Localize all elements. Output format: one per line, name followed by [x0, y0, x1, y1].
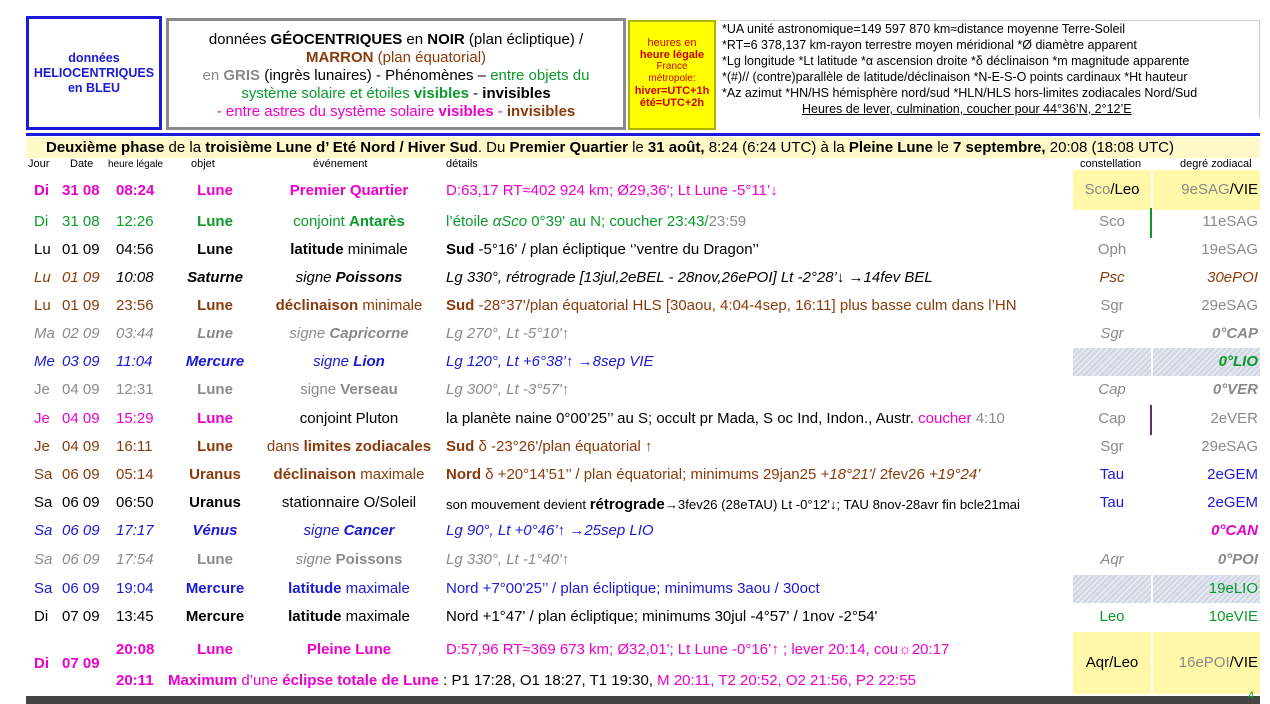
time-note: métropole: [648, 73, 696, 84]
row-date: 06 09 [62, 580, 100, 597]
row-event [258, 241, 440, 258]
row-event: stationnaire O/Soleil [281, 494, 417, 511]
footer-bar [26, 696, 1260, 704]
row-day: Di [34, 655, 49, 672]
eclipse-line [168, 672, 916, 689]
header-separator [26, 133, 1260, 136]
title-text: 20:08 (18:08 UTC) [1045, 139, 1174, 156]
table-row [26, 264, 1260, 292]
row-event [258, 269, 440, 286]
row-date: 01 09 [62, 241, 100, 258]
event-text: minimale [343, 241, 408, 258]
event-text: Lion [353, 353, 385, 370]
row-object: Lune [197, 325, 233, 342]
row-event [258, 580, 440, 597]
row-event [258, 325, 440, 342]
row-details [446, 297, 1017, 314]
row-day: Sa [34, 494, 53, 511]
zod-text: /VIE [1229, 181, 1258, 198]
row-object: Uranus [189, 494, 241, 511]
row-time: 11:04 [116, 353, 153, 370]
geo-text: entre objets du [490, 67, 590, 84]
time-note: hiver=UTC+1h [634, 85, 710, 97]
table-row [26, 461, 1260, 489]
row-object: Lune [197, 381, 233, 398]
row-details: Lg 270°, Lt -5°10'↑ [446, 325, 570, 342]
geo-text: données [208, 31, 271, 48]
row-date: 04 09 [62, 381, 100, 398]
row-time: 20:08 [116, 641, 155, 658]
abbreviations-legend [720, 20, 1260, 118]
row-date: 07 09 [62, 655, 100, 672]
row-time: 12:26 [116, 213, 154, 230]
row-object: Lune [197, 641, 233, 658]
row-details: Lg 330°, rétrograde [13jul,2eBEL - 28nov,26ePOI] Lt -2°28’↓ →14fev BEL [446, 269, 933, 286]
event-text: Poissons [335, 269, 403, 286]
row-time: 06:50 [116, 494, 154, 511]
row-day: Lu [34, 241, 51, 258]
row-constellation: Sgr [1100, 438, 1124, 455]
eclipse-text: : P1 17:28, O1 18:27, T1 19:30, [438, 672, 658, 689]
constellation-boundary-marker [1150, 405, 1152, 435]
row-event [258, 438, 440, 455]
row-details: Lg 90°, Lt +0°46’↑ →25sep LIO [446, 522, 654, 539]
row-zodiac: 0°CAP [1211, 325, 1258, 342]
zod-text: 9eSAG [1181, 181, 1230, 198]
row-details [446, 241, 759, 258]
row-details [446, 213, 746, 230]
event-text: signe [295, 269, 336, 286]
row-constellation: Sgr [1100, 325, 1124, 342]
time-note: France [656, 61, 688, 72]
row-event: Pleine Lune [306, 641, 392, 658]
row-details [446, 410, 1005, 427]
table-row [26, 376, 1260, 404]
time-note: heure légale [639, 49, 705, 61]
const-text: /Leo [1109, 654, 1139, 671]
row-object: Lune [197, 241, 233, 258]
details-text: δ -23°26'/plan équatorial ↑ [474, 438, 653, 455]
phase-title [26, 137, 1260, 158]
row-event [258, 297, 440, 314]
row-zodiac: 29eSAG [1201, 297, 1258, 314]
row-time: 19:04 [116, 580, 154, 597]
event-text: Verseau [340, 381, 398, 398]
row-zodiac [1153, 170, 1260, 210]
table-row [26, 177, 1260, 205]
row-details: D:57,96 RT≈369 673 km; Ø32,01'; Lt Lune -0°16’↑ ; lever 20:14, cou☼20:17 [446, 641, 950, 658]
row-zodiac: 19eLIO [1153, 575, 1260, 603]
col-header-details: détails [446, 158, 478, 170]
row-zodiac: 10eVIE [1208, 608, 1258, 625]
row-time: 04:56 [116, 241, 154, 258]
row-zodiac: 2eGEM [1207, 466, 1258, 483]
row-object: Saturne [187, 269, 243, 286]
legend-line: *Lg longitude *Lt latitude *α ascension droite *δ déclinaison *m magnitude apparente [722, 54, 1190, 68]
details-text: 23:59 [708, 213, 747, 230]
event-text: latitude [290, 241, 344, 258]
row-constellation: Tau [1099, 494, 1125, 511]
row-day: Lu [34, 297, 51, 314]
geocentric-legend-box [166, 18, 626, 130]
title-text: . Du [477, 139, 510, 156]
zod-text: 16ePOI [1178, 654, 1230, 671]
row-details: Lg 330°, Lt -1°40'↑ [446, 551, 570, 568]
row-zodiac [1153, 632, 1260, 694]
table-row [26, 236, 1260, 264]
time-note: heures en [647, 37, 697, 49]
row-time: 16:11 [116, 438, 153, 455]
geo-text: GÉOCENTRIQUES [270, 31, 403, 48]
details-text: coucher [918, 410, 972, 427]
row-details: Nord +1°47' / plan écliptique; minimums 30jul -4°57' / 1nov -2°54' [446, 608, 878, 625]
row-constellation: Psc [1099, 269, 1125, 286]
zod-text: /VIE [1229, 654, 1258, 671]
event-text: déclinaison [273, 466, 357, 483]
event-text: signe [313, 353, 354, 370]
row-day: Di [34, 213, 49, 230]
row-constellation [1073, 632, 1151, 694]
row-time: 17:54 [116, 551, 154, 568]
title-text: Pleine Lune [848, 139, 934, 156]
row-time: 13:45 [116, 608, 154, 625]
geo-text: en [202, 67, 224, 84]
row-zodiac: 0°LIO [1153, 348, 1260, 376]
col-header-event: événement [313, 158, 368, 170]
row-details [446, 438, 653, 455]
row-event [258, 522, 440, 539]
row-details: Lg 300°, Lt -3°57'↑ [446, 381, 570, 398]
table-row [26, 292, 1260, 320]
row-date: 04 09 [62, 438, 100, 455]
row-constellation: Sgr [1100, 297, 1124, 314]
geo-text: (plan écliptique) / [464, 31, 584, 48]
row-details: D:63,17 RT≈402 924 km; Ø29,36'; Lt Lune -5°11’↓ [446, 182, 778, 199]
col-header-heure: heure légale [108, 159, 164, 170]
table-row [26, 546, 1260, 574]
helio-line-2: HELIOCENTRIQUES [33, 65, 155, 80]
event-text: Antarès [349, 213, 405, 230]
row-constellation: Aqr [1100, 551, 1124, 568]
row-object: Vénus [192, 522, 238, 539]
row-event [258, 551, 440, 568]
row-constellation [1073, 348, 1151, 376]
time-note: été=UTC+2h [639, 97, 705, 109]
row-date: 03 09 [62, 353, 100, 370]
event-text: déclinaison [275, 297, 359, 314]
event-text: Cancer [343, 522, 395, 539]
details-text: αSco [492, 213, 528, 230]
row-zodiac: 0°POI [1217, 551, 1258, 568]
row-details: Nord +7°00'25’’ / plan écliptique; minimums 3aou / 30oct [446, 580, 820, 597]
full-moon-row [26, 632, 1260, 694]
row-date: 04 09 [62, 410, 100, 427]
row-zodiac: 0°VER [1212, 381, 1258, 398]
row-zodiac: 19eSAG [1201, 241, 1258, 258]
row-zodiac: 11eSAG [1202, 213, 1258, 230]
details-text: -5°16' / plan écliptique ‘’ventre du Dragon’’ [474, 241, 759, 258]
event-text: signe [289, 325, 330, 342]
legal-time-box [628, 20, 716, 130]
const-text: /Leo [1110, 181, 1140, 198]
details-text: Sud [446, 241, 475, 258]
const-text: Aqr [1085, 654, 1110, 671]
col-header-zodiac: degré zodiacal [1180, 158, 1252, 170]
event-text: signe [303, 522, 344, 539]
table-row [26, 320, 1260, 348]
row-object: Lune [197, 551, 233, 568]
event-text: Poissons [335, 551, 403, 568]
constellation-boundary-marker [1150, 208, 1152, 238]
geo-text: visibles [438, 103, 494, 120]
geo-text: en [402, 31, 428, 48]
row-time: 20:11 [116, 672, 154, 689]
event-text: latitude [288, 580, 342, 597]
table-row [26, 575, 1260, 603]
row-constellation: Oph [1097, 241, 1127, 258]
row-constellation: Cap [1098, 381, 1126, 398]
row-date: 06 09 [62, 522, 100, 539]
table-row [26, 405, 1260, 433]
details-text: 4:10 [971, 410, 1005, 427]
row-event: Premier Quartier [289, 182, 409, 199]
row-object: Lune [197, 438, 233, 455]
row-event: conjoint Pluton [299, 410, 399, 427]
legend-location-note: Heures de lever, culmination, coucher pour 44°36’N, 2°12’E [802, 102, 1132, 116]
row-object: Lune [197, 297, 233, 314]
row-constellation: Tau [1099, 466, 1125, 483]
row-date: 31 08 [62, 182, 100, 199]
row-constellation [1073, 170, 1151, 210]
event-text: maximale [341, 580, 410, 597]
title-text: Deuxième phase [46, 139, 165, 156]
geo-text: système solaire et étoiles [241, 85, 414, 102]
row-zodiac: 2eVER [1210, 410, 1258, 427]
event-text: maximale [356, 466, 425, 483]
details-text: →3fev26 (28eTAU) Lt -0°12'↓; TAU 8nov-28avr fin bcle21mai [664, 497, 1020, 512]
title-text: 7 septembre, [953, 139, 1046, 156]
row-time: 08:24 [116, 182, 155, 199]
col-header-jour: Jour [28, 158, 50, 170]
row-object: Mercure [185, 608, 245, 625]
row-time: 23:56 [116, 297, 154, 314]
row-zodiac: 0°CAN [1211, 522, 1258, 539]
row-details: Lg 120°, Lt +6°38’↑ →8sep VIE [446, 353, 654, 370]
details-text: rétrograde [589, 496, 665, 513]
eclipse-text: d’une [237, 672, 283, 689]
title-text: 31 août, [647, 139, 705, 156]
table-row [26, 603, 1260, 631]
row-object: Lune [197, 410, 233, 427]
row-day: Sa [34, 580, 53, 597]
title-text: Premier Quartier [509, 139, 628, 156]
row-date: 02 09 [62, 325, 100, 342]
row-day: Me [34, 353, 55, 370]
row-date: 01 09 [62, 297, 100, 314]
row-date: 31 08 [62, 213, 100, 230]
table-row [26, 517, 1260, 545]
table-row [26, 348, 1260, 376]
geo-text: NOIR [427, 31, 465, 48]
table-row [26, 433, 1260, 461]
geo-text: - entre astres du système solaire [216, 103, 439, 120]
row-event [258, 608, 440, 625]
col-header-date: Date [70, 158, 94, 170]
row-time: 17:17 [116, 522, 154, 539]
details-text: / 2fev26 [871, 466, 930, 483]
col-header-objet: objet [191, 158, 215, 170]
geo-text: MARRON [305, 49, 374, 66]
geo-text: invisibles [506, 103, 576, 120]
row-details [446, 466, 981, 483]
details-text: 0°39' au N; coucher 23:43/ [527, 213, 709, 230]
geo-text: - [468, 85, 483, 102]
details-text: -28°37'/plan équatorial HLS [30aou, 4:04-4sep, 16:11] plus basse culm dans l’HN [474, 297, 1017, 314]
event-text: limites zodiacales [303, 438, 432, 455]
row-zodiac: 2eGEM [1207, 494, 1258, 511]
title-text: le [933, 139, 954, 156]
helio-line-3: en BLEU [67, 80, 121, 95]
row-zodiac: 30ePOI [1207, 269, 1258, 286]
table-row [26, 208, 1260, 236]
row-details [446, 496, 1020, 513]
event-text: signe [300, 381, 341, 398]
event-text: signe [295, 551, 336, 568]
legend-line: *UA unité astronomique=149 597 870 km≈distance moyenne Terre-Soleil [722, 22, 1126, 36]
legend-line: *(#)// (contre)parallèle de latitude/déclinaison *N-E-S-O points cardinaux *Ht hauteur [722, 70, 1188, 84]
row-object: Mercure [185, 353, 245, 370]
row-constellation [1073, 517, 1151, 545]
row-date: 06 09 [62, 551, 100, 568]
event-text: Capricorne [329, 325, 409, 342]
geo-text: (ingrès lunaires) - Phénomènes – [260, 67, 491, 84]
details-text: +19°24’ [929, 466, 981, 483]
geo-text: visibles [413, 85, 469, 102]
title-text: troisième Lune d’ Eté Nord / Hiver Sud [205, 139, 478, 156]
geo-text: GRIS [223, 67, 261, 84]
row-day: Sa [34, 551, 53, 568]
row-date: 01 09 [62, 269, 100, 286]
row-day: Sa [34, 522, 53, 539]
row-object: Mercure [185, 580, 245, 597]
row-day: Di [34, 182, 49, 199]
row-time: 05:14 [116, 466, 154, 483]
heliocentric-legend-box [26, 16, 162, 130]
event-text: dans [266, 438, 304, 455]
row-day: Di [34, 608, 49, 625]
row-date: 07 09 [62, 608, 100, 625]
row-day: Sa [34, 466, 53, 483]
row-event [258, 381, 440, 398]
page-number: 4 [1248, 690, 1255, 702]
geo-text: (plan équatorial) [373, 49, 487, 66]
row-day: Je [34, 438, 50, 455]
details-text: Sud [446, 297, 475, 314]
col-header-constellation: constellation [1080, 158, 1142, 170]
event-text: conjoint [293, 213, 349, 230]
row-object: Lune [197, 213, 233, 230]
row-event [258, 353, 440, 370]
eclipse-text: Maximum [168, 672, 238, 689]
eclipse-text: éclipse totale de Lune [282, 672, 439, 689]
row-time: 12:31 [116, 381, 154, 398]
event-text: latitude [288, 608, 342, 625]
row-date: 06 09 [62, 466, 100, 483]
row-event [258, 466, 440, 483]
const-text: Sco [1084, 181, 1111, 198]
title-text: de la [164, 139, 206, 156]
row-time: 03:44 [116, 325, 154, 342]
details-text: +18°21' [820, 466, 872, 483]
event-text: minimale [358, 297, 423, 314]
row-date: 06 09 [62, 494, 100, 511]
details-text: la planète naine 0°00’25’’ au S; occult pr Mada, S oc Ind, Indon., Austr. [446, 410, 919, 427]
legend-line: *Az azimut *HN/HS hémisphère nord/sud *HLN/HLS hors-limites zodiacales Nord/Sud [722, 86, 1198, 100]
row-constellation: Leo [1099, 608, 1125, 625]
row-event [258, 213, 440, 230]
geo-text: - [493, 103, 507, 120]
row-day: Je [34, 381, 50, 398]
row-object: Uranus [189, 466, 241, 483]
details-text: l’étoile [446, 213, 493, 230]
row-constellation: Cap [1098, 410, 1126, 427]
details-text: δ +20°14'51’’ / plan équatorial; minimums 29jan25 [481, 466, 821, 483]
row-zodiac: 29eSAG [1201, 438, 1258, 455]
eclipse-text: M 20:11, T2 20:52, O2 21:56, P2 22:55 [657, 672, 916, 689]
helio-line-1: données [68, 50, 120, 65]
details-text: Sud [446, 438, 475, 455]
row-constellation [1073, 575, 1151, 603]
row-time: 15:29 [116, 410, 154, 427]
row-constellation: Sco [1099, 213, 1125, 230]
geo-text: invisibles [482, 85, 551, 102]
row-object: Lune [197, 182, 233, 199]
details-text: son mouvement devient [446, 497, 590, 512]
title-text: 8:24 (6:24 UTC) à la [704, 139, 849, 156]
legend-line: *RT=6 378,137 km-rayon terrestre moyen méridional *Ø diamètre apparent [722, 38, 1137, 52]
event-text: maximale [341, 608, 410, 625]
row-day: Lu [34, 269, 51, 286]
row-day: Ma [34, 325, 55, 342]
details-text: Nord [446, 466, 481, 483]
table-row [26, 489, 1260, 517]
row-time: 10:08 [116, 269, 154, 286]
title-text: le [627, 139, 648, 156]
row-day: Je [34, 410, 50, 427]
